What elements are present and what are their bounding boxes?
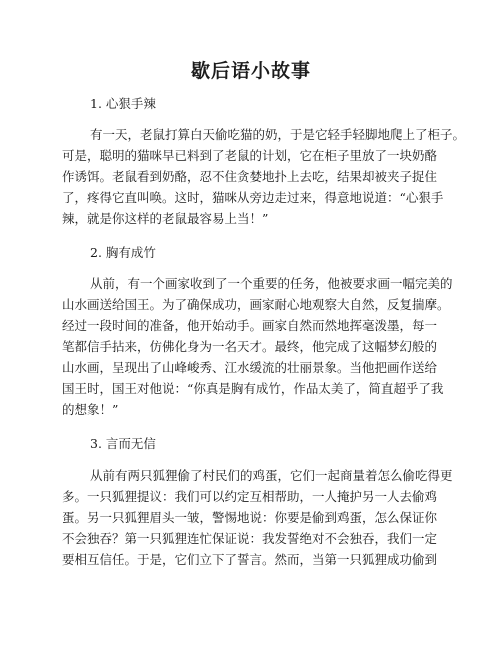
paragraph-line: 蛋。另一只狐狸眉头一皱，警惕地说：你要是偷到鸡蛋，怎么保证你: [62, 510, 438, 525]
section-heading: 2. 胸有成竹: [90, 245, 156, 260]
paragraph-line: 多。一只狐狸提议：我们可以约定互相帮助，一人掩护另一人去偷鸡: [62, 489, 438, 504]
section-heading: 3. 言而无信: [90, 436, 156, 451]
paragraph-line: 作诱饵。老鼠看到奶酪，忍不住贪婪地扑上去吃，结果却被夹子捉住: [62, 169, 438, 184]
paragraph-line: 笔都信手拈来，仿佛化身为一名天才。最终，他完成了这幅梦幻般的: [62, 339, 438, 354]
paragraph-line: 山水画送给国王。为了确保成功，画家耐心地观察大自然，反复揣摩。: [62, 297, 450, 312]
paragraph-line: 可是，聪明的猫咪早已料到了老鼠的计划，它在柜子里放了一块奶酪: [62, 148, 438, 163]
section-heading: 1. 心狠手辣: [90, 96, 156, 111]
paragraph-line: 了，疼得它直叫唤。这时，猫咪从旁边走过来，得意地说道：“心狠手: [62, 190, 444, 205]
paragraph-line: 从前，有一个画家收到了一个重要的任务，他被要求画一幅完美的: [90, 276, 453, 291]
document-title: 歇后语小故事: [190, 60, 311, 82]
paragraph-line: 国王时，国王对他说：“你真是胸有成竹，作品太美了，简直超乎了我: [62, 381, 444, 396]
paragraph-line: 从前有两只狐狸偷了村民们的鸡蛋，它们一起商量着怎么偷吃得更: [90, 468, 453, 483]
paragraph-line: 经过一段时间的准备，他开始动手。画家自然而然地挥毫泼墨，每一: [62, 318, 438, 333]
paragraph-line: 的想象！”: [62, 402, 119, 417]
paragraph-line: 有一天，老鼠打算白天偷吃猫的奶，于是它轻手轻脚地爬上了柜子。: [90, 127, 466, 142]
paragraph-line: 辣，就是你这样的老鼠最容易上当！”: [62, 211, 269, 226]
paragraph-line: 要相互信任。于是，它们立下了誓言。然而，当第一只狐狸成功偷到: [62, 552, 438, 567]
paragraph-line: 不会独吞？第一只狐狸连忙保证说：我发誓绝对不会独吞，我们一定: [62, 531, 438, 546]
paragraph-line: 山水画，呈现出了山峰峻秀、江水缓流的壮丽景象。当他把画作送给: [62, 360, 438, 375]
